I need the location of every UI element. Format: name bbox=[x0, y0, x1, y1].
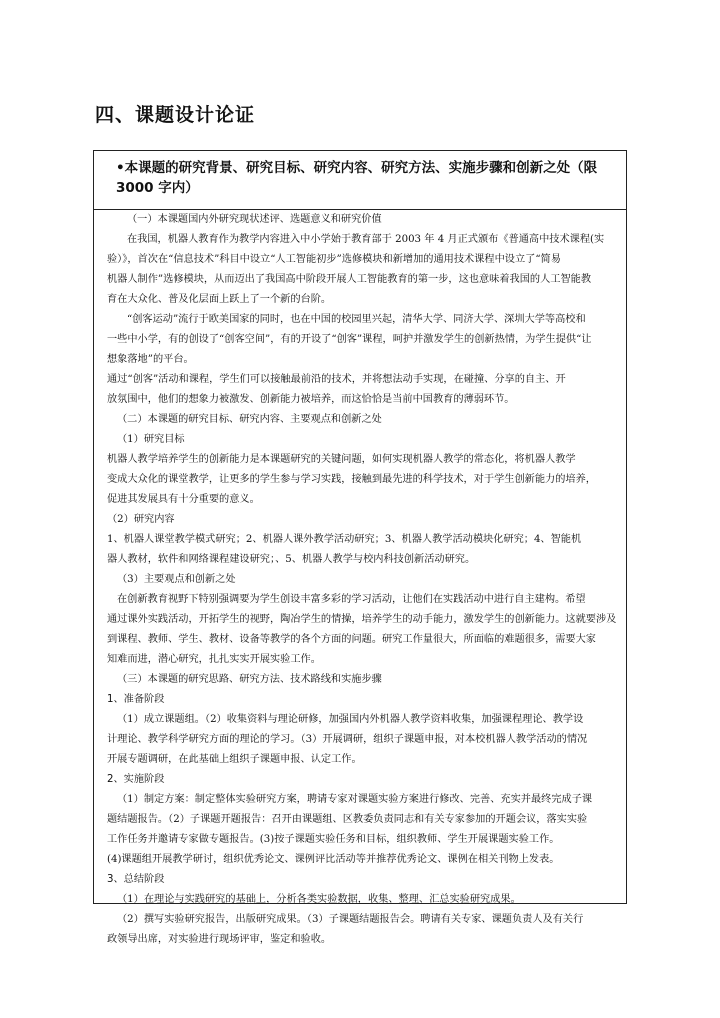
subheading-research-content: （2）研究内容 bbox=[107, 514, 175, 525]
paragraph-line: 机器人制作”选修模块，从而迈出了我国高中阶段开展人工智能教育的第一步，这也意味着我国的人工智能教 bbox=[107, 274, 592, 285]
paragraph-line: （1）制定方案：制定整体实验研究方案，聘请专家对课题实验方案进行修改、完善、充实并最终完成子课 bbox=[117, 794, 593, 805]
paragraph-line: 到课程、教师、学生、教材、设备等教学的各个方面的问题。研究工作量很大，所面临的难题很多，需要大家 bbox=[107, 634, 596, 645]
paragraph-line: 开展专题调研，在此基础上组织子课题申报、认定工作。 bbox=[107, 754, 362, 765]
paragraph-line: （1）成立课题组。（2）收集资料与理论研修，加强国内外机器人教学资料收集，加强课程理论、教学设 bbox=[117, 714, 584, 725]
paragraph-line: 想象落地”的平台。 bbox=[107, 354, 194, 365]
paragraph-line: 在我国，机器人教育作为教学内容进入中小学始于教育部于 2003 年 4 月正式颁布《普通高中技术课程(实 bbox=[127, 234, 605, 245]
stage-heading-summary: 3、总结阶段 bbox=[107, 874, 165, 885]
paragraph-line: 机器人教学培养学生的创新能力是本课题研究的关键问题，如何实现机器人教学的常态化，将机器人教学 bbox=[107, 454, 576, 465]
bullet-icon: • bbox=[116, 160, 125, 176]
subheading-1: （一）本课题国内外研究现状述评、选题意义和研究价值 bbox=[127, 214, 382, 225]
paragraph-line: 题结题报告。（2）子课题开题报告：召开由课题组、区教委负责同志和有关专家参加的开题会议，落实实验 bbox=[107, 814, 588, 825]
paragraph-line: （2）撰写实验研究报告，出版研究成果。（3）子课题结题报告会。聘请有关专家、课题负责人及有关行 bbox=[117, 914, 584, 925]
table-body-cell bbox=[94, 210, 626, 950]
paragraph-line: 育在大众化、普及化层面上跃上了一个新的台阶。 bbox=[107, 294, 332, 305]
subheading-2: （二）本课题的研究目标、研究内容、主要观点和创新之处 bbox=[117, 414, 382, 425]
header-line-2: 3000 字内） bbox=[116, 180, 199, 196]
paragraph-line: 通过“创客”活动和课程，学生们可以接触最前沿的技术，并将想法动手实现，在碰撞、分享的自主、开 bbox=[107, 374, 566, 385]
paragraph-line: “创客运动”流行于欧美国家的同时，也在中国的校园里兴起，清华大学、同济大学、深圳大学等高校和 bbox=[127, 314, 586, 325]
paragraph-line: 变成大众化的课堂教学，让更多的学生参与学习实践，接触到最先进的科学技术，对于学生创新能力的培养， bbox=[107, 474, 596, 485]
paragraph-line: 通过课外实践活动，开拓学生的视野，陶冶学生的情操，培养学生的动手能力，激发学生的创新能力。这就要涉及 bbox=[107, 614, 617, 625]
paragraph-line: 一些中小学，有的创设了“创客空间”，有的开设了“创客”课程，呵护并激发学生的创新热情，为学生提供“让 bbox=[107, 334, 592, 345]
subheading-3: （三）本课题的研究思路、研究方法、技术路线和实施步骤 bbox=[117, 674, 382, 685]
paragraph-line: 验）》，首次在“信息技术”科目中设立“人工智能初步”选修模块和新增加的通用技术课程中设立了“简易 bbox=[107, 254, 561, 265]
stage-heading-prepare: 1、准备阶段 bbox=[107, 694, 165, 705]
paragraph-line: （1）在理论与实践研究的基础上，分析各类实验数据，收集、整理、汇总实验研究成果。 bbox=[117, 894, 521, 905]
paragraph-line: 放氛围中，他们的想象力被激发、创新能力被培养，而这恰恰是当前中国教育的薄弱环节。 bbox=[107, 394, 515, 405]
stage-heading-implement: 2、实施阶段 bbox=[107, 774, 165, 785]
paragraph-line: 促进其发展具有十分重要的意义。 bbox=[107, 494, 260, 505]
header-line-1: •本课题的研究背景、研究目标、研究内容、研究方法、实施步骤和创新之处（限 bbox=[116, 160, 598, 176]
paragraph-line: 知难而进，潜心研究，扎扎实实开展实验工作。 bbox=[107, 654, 321, 665]
subheading-viewpoints: （3）主要观点和创新之处 bbox=[117, 574, 236, 585]
paragraph-line: 器人教材，软件和网络课程建设研究；、5、机器人教学与校内科技创新活动研究。 bbox=[107, 554, 476, 565]
paragraph-line: 在创新教育视野下特别强调要为学生创设丰富多彩的学习活动，让他们在实践活动中进行自主建构。希望 bbox=[117, 594, 586, 605]
table-header-cell bbox=[94, 151, 626, 210]
paragraph-line: 工作任务并邀请专家做专题报告。(3)按子课题实验任务和目标，组织教师、学生开展课题实验工作。 bbox=[107, 834, 560, 845]
section-title: 四、课题设计论证 bbox=[95, 104, 256, 126]
paragraph-line: 政领导出席，对实验进行现场评审，鉴定和验收。 bbox=[107, 934, 332, 945]
form-table bbox=[93, 150, 627, 945]
paragraph-line: 计理论、教学科学研究方面的理论的学习。（3）开展调研，组织子课题申报，对本校机器人教学活动的情况 bbox=[107, 734, 588, 745]
paragraph-line: (4)课题组开展教学研讨，组织优秀论文、课例评比活动等并推荐优秀论文、课例在相关刊物上发表。 bbox=[107, 854, 560, 865]
subheading-research-goal: （1）研究目标 bbox=[117, 434, 185, 445]
paragraph-line: 1、机器人课堂教学模式研究；2、机器人课外教学活动研究；3、机器人教学活动模块化研究；4、智能机 bbox=[107, 534, 582, 545]
